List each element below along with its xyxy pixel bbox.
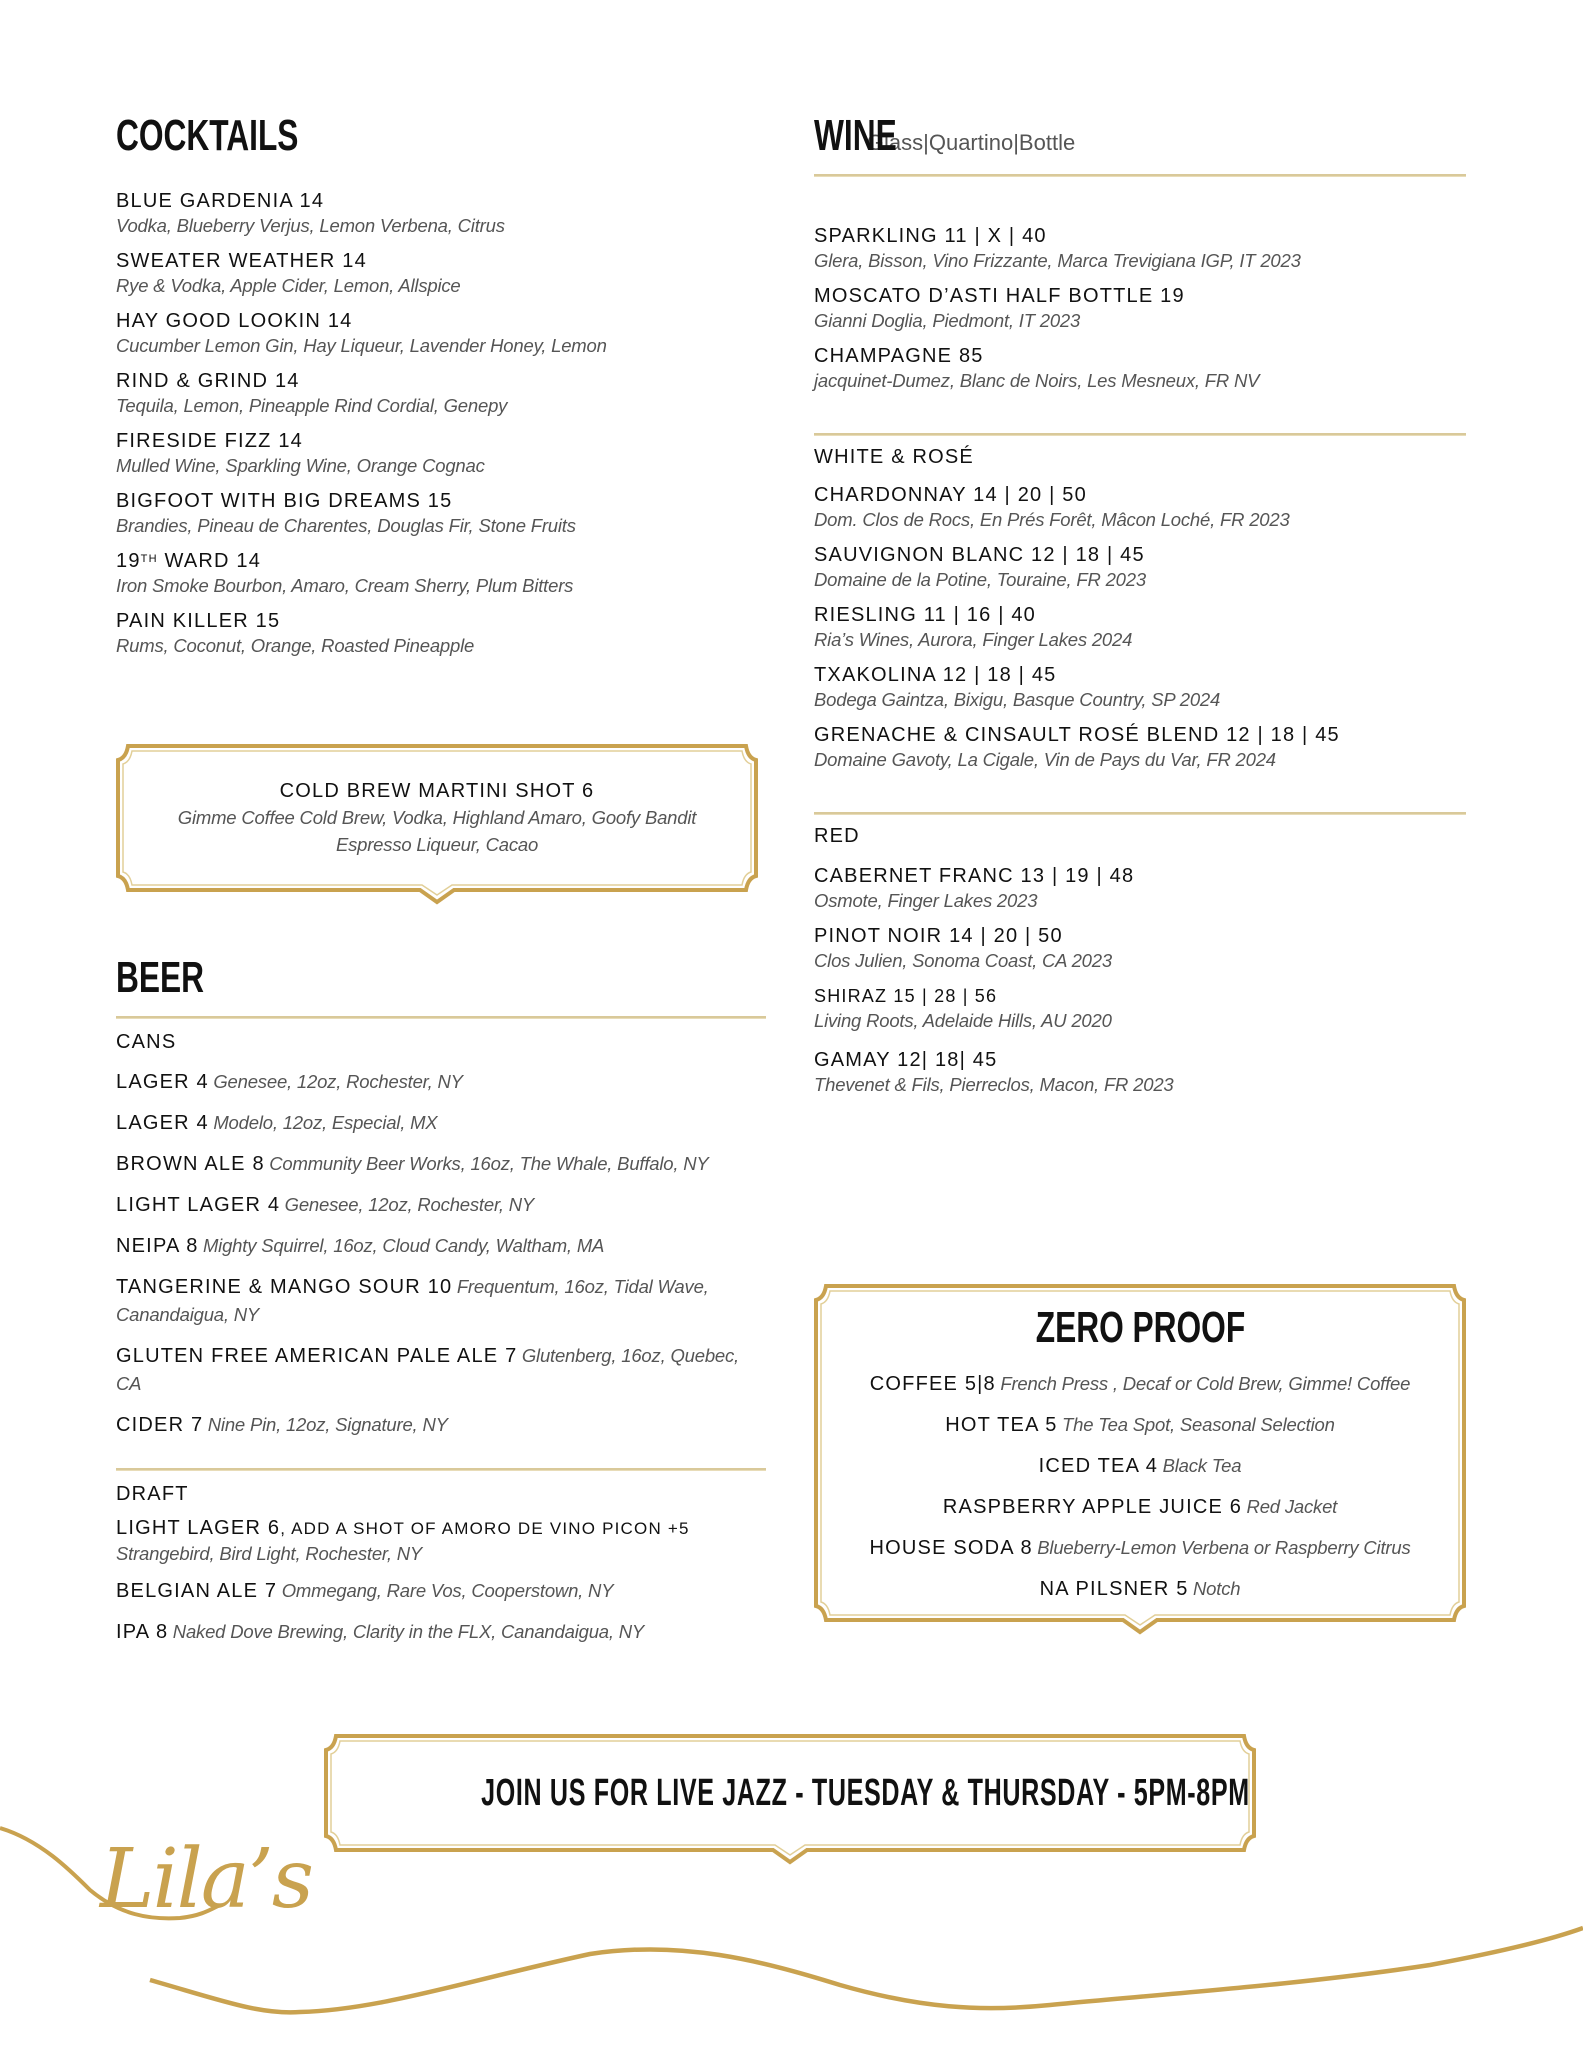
item-name: PAIN KILLER 15 (116, 610, 281, 632)
red-list (814, 863, 1466, 1097)
item-desc: Cucumber Lemon Gin, Hay Liqueur, Lavender Honey, Lemon (116, 335, 607, 356)
zero-proof-item (812, 1569, 1468, 1610)
divider (814, 174, 1466, 177)
wine-item (814, 542, 1466, 592)
wine-item (814, 863, 1466, 913)
divider (814, 433, 1466, 436)
item-name: NA PILSNER 5 (1039, 1578, 1189, 1600)
item-name: SHIRAZ 15 | 28 | 56 (814, 986, 998, 1006)
item-name: ICED TEA 4 (1038, 1455, 1159, 1477)
item-desc: Mighty Squirrel, 16oz, Cloud Candy, Waltham, MA (202, 1235, 605, 1256)
item-name: BELGIAN ALE 7 (116, 1580, 278, 1602)
cocktail-item (116, 428, 766, 478)
item-name: RIND & GRIND 14 (116, 370, 300, 392)
item-name: IPA 8 (116, 1621, 169, 1643)
zero-proof-item (812, 1364, 1468, 1405)
wine-item (814, 662, 1466, 712)
feature-name: COLD BREW MARTINI SHOT 6 (279, 780, 595, 802)
item-addon: , ADD A SHOT OF AMORO DE VINO PICON +5 (280, 1519, 690, 1538)
zero-proof-title: ZERO PROOF (1035, 1303, 1245, 1352)
item-name: TANGERINE & MANGO SOUR 10 (116, 1276, 453, 1298)
item-name: CIDER 7 (116, 1414, 204, 1436)
zero-proof-list (812, 1364, 1468, 1610)
zero-proof-item (812, 1405, 1468, 1446)
item-desc: Rye & Vodka, Apple Cider, Lemon, Allspice (116, 275, 461, 296)
feature-desc-line1: Gimme Coffee Cold Brew, Vodka, Highland Amaro, Goofy Bandit (177, 807, 697, 828)
item-desc: Thevenet & Fils, Pierreclos, Macon, FR 2023 (814, 1074, 1174, 1095)
divider (814, 812, 1466, 815)
draft-list (116, 1515, 766, 1647)
item-desc: Strangebird, Bird Light, Rochester, NY (116, 1543, 423, 1564)
cocktail-item (116, 368, 766, 418)
item-name: BIGFOOT WITH BIG DREAMS 15 (116, 490, 453, 512)
wine-title: WINE (814, 111, 897, 160)
item-desc: Clos Julien, Sonoma Coast, CA 2023 (814, 950, 1112, 971)
item-desc: Tequila, Lemon, Pineapple Rind Cordial, Genepy (116, 395, 508, 416)
zero-proof-item (812, 1487, 1468, 1528)
cocktail-item (116, 248, 766, 298)
item-name: RIESLING 11 | 16 | 40 (814, 604, 1036, 626)
item-desc: Domaine de la Potine, Touraine, FR 2023 (814, 569, 1146, 590)
cocktails-list (116, 188, 766, 658)
item-desc: Vodka, Blueberry Verjus, Lemon Verbena, Citrus (116, 215, 505, 236)
beer-item (116, 1578, 766, 1606)
cocktails-title: COCKTAILS (116, 111, 299, 160)
item-desc: Mulled Wine, Sparkling Wine, Orange Cognac (116, 455, 485, 476)
divider (116, 1468, 766, 1471)
item-desc: Red Jacket (1246, 1496, 1338, 1517)
beer-item (116, 1151, 766, 1179)
wine-item (814, 223, 1466, 273)
feature-box (114, 740, 760, 910)
item-name: LAGER 4 (116, 1112, 209, 1134)
item-name-prefix: 19 (116, 550, 141, 572)
item-name-suffix: WARD 14 (157, 550, 262, 572)
item-name: TXAKOLINA 12 | 18 | 45 (814, 664, 1057, 686)
feature-desc-line2: Espresso Liqueur, Cacao (335, 834, 539, 855)
item-name: GRENACHE & CINSAULT ROSÉ BLEND 12 | 18 | 45 (814, 724, 1340, 746)
item-desc: Living Roots, Adelaide Hills, AU 2020 (814, 1010, 1112, 1031)
item-name: COFFEE 5|8 (869, 1373, 996, 1395)
wine-heading (814, 110, 1466, 162)
item-desc: Glutenberg, 16oz, Quebec, CA (116, 1345, 739, 1394)
cocktail-item (116, 188, 766, 238)
item-desc: Domaine Gavoty, La Cigale, Vin de Pays du Var, FR 2024 (814, 749, 1276, 770)
item-name: NEIPA 8 (116, 1235, 199, 1257)
divider (116, 1016, 766, 1019)
item-desc: Genesee, 12oz, Rochester, NY (213, 1071, 463, 1092)
beer-item (116, 1343, 756, 1399)
wine-item (814, 983, 1466, 1033)
beer-item (116, 1110, 766, 1138)
item-name-main: LIGHT LAGER 6 (116, 1517, 281, 1539)
zero-proof-item (812, 1446, 1468, 1487)
beer-item (116, 1515, 766, 1566)
zero-proof-item (812, 1528, 1468, 1569)
wine-subtitle: Glass|Quartino|Bottle (866, 130, 1076, 155)
item-name: MOSCATO D’ASTI HALF BOTTLE 19 (814, 285, 1185, 307)
wine-item (814, 923, 1466, 973)
item-name: BROWN ALE 8 (116, 1153, 265, 1175)
item-name: SWEATER WEATHER 14 (116, 250, 367, 272)
cocktail-item (116, 308, 766, 358)
item-desc: Ria’s Wines, Aurora, Finger Lakes 2024 (814, 629, 1133, 650)
beer-item (116, 1619, 766, 1647)
cocktail-item (116, 548, 766, 598)
item-name: LIGHT LAGER 4 (116, 1194, 281, 1216)
item-desc: French Press , Decaf or Cold Brew, Gimme! Coffee (1000, 1373, 1411, 1394)
cocktail-item (116, 608, 766, 658)
wine-section (814, 110, 1466, 1107)
item-name: LAGER 4 (116, 1071, 209, 1093)
item-desc: Brandies, Pineau de Charentes, Douglas Fir, Stone Fruits (116, 515, 576, 536)
zero-proof-box (812, 1280, 1468, 1650)
beer-title: BEER (116, 953, 205, 1002)
item-name-superscript: TH (140, 553, 158, 565)
item-name: PINOT NOIR 14 | 20 | 50 (814, 925, 1063, 947)
item-desc: Rums, Coconut, Orange, Roasted Pineapple (116, 635, 475, 656)
item-name: HOUSE SODA 8 (869, 1537, 1033, 1559)
item-name (116, 1515, 766, 1542)
item-desc: Glera, Bisson, Vino Frizzante, Marca Trevigiana IGP, IT 2023 (814, 250, 1301, 271)
item-desc: Dom. Clos de Rocs, En Prés Forêt, Mâcon Loché, FR 2023 (814, 509, 1290, 530)
item-name: HOT TEA 5 (945, 1414, 1058, 1436)
item-name: RASPBERRY APPLE JUICE 6 (942, 1496, 1243, 1518)
beer-item (116, 1069, 766, 1097)
cans-label: CANS (116, 1031, 177, 1053)
item-name: GAMAY 12| 18| 45 (814, 1049, 998, 1071)
item-name: SPARKLING 11 | X | 40 (814, 225, 1047, 247)
beer-item (116, 1233, 766, 1261)
item-desc: Notch (1193, 1578, 1241, 1599)
beer-section (116, 952, 766, 1660)
item-desc: Bodega Gaintza, Bixigu, Basque Country, SP 2024 (814, 689, 1221, 710)
item-name: CHARDONNAY 14 | 20 | 50 (814, 484, 1087, 506)
wine-item (814, 283, 1466, 333)
beer-item (116, 1274, 756, 1330)
wine-item (814, 602, 1466, 652)
wine-item (814, 343, 1466, 393)
white-rose-label: WHITE & ROSÉ (814, 446, 974, 468)
wine-item (814, 482, 1466, 532)
wine-item (814, 1047, 1466, 1097)
cocktail-item (116, 488, 766, 538)
draft-label: DRAFT (116, 1483, 189, 1505)
wine-item (814, 722, 1466, 772)
item-desc: Osmote, Finger Lakes 2023 (814, 890, 1038, 911)
item-name (116, 548, 766, 574)
item-desc: jacquinet-Dumez, Blanc de Noirs, Les Mesneux, FR NV (814, 370, 1260, 391)
logo-text: Lila’s (100, 1832, 312, 1927)
item-desc: The Tea Spot, Seasonal Selection (1062, 1414, 1335, 1435)
lilas-logo (100, 1830, 312, 1930)
item-desc: Naked Dove Brewing, Clarity in the FLX, Canandaigua, NY (172, 1621, 645, 1642)
item-desc: Modelo, 12oz, Especial, MX (213, 1112, 438, 1133)
beer-item (116, 1192, 766, 1220)
item-desc: Genesee, 12oz, Rochester, NY (284, 1194, 535, 1215)
item-name: SAUVIGNON BLANC 12 | 18 | 45 (814, 544, 1145, 566)
item-name: GLUTEN FREE AMERICAN PALE ALE 7 (116, 1345, 518, 1367)
item-desc: Black Tea (1162, 1455, 1242, 1476)
item-name: CABERNET FRANC 13 | 19 | 48 (814, 865, 1135, 887)
red-label: RED (814, 825, 860, 847)
item-desc: Nine Pin, 12oz, Signature, NY (207, 1414, 448, 1435)
item-desc: Blueberry-Lemon Verbena or Raspberry Citrus (1037, 1537, 1411, 1558)
sparkling-list (814, 223, 1466, 393)
item-name: FIRESIDE FIZZ 14 (116, 430, 304, 452)
item-desc: Frequentum, 16oz, Tidal Wave, Canandaigua, NY (116, 1276, 709, 1325)
item-name: HAY GOOD LOOKIN 14 (116, 310, 353, 332)
item-desc: Iron Smoke Bourbon, Amaro, Cream Sherry, Plum Bitters (116, 575, 574, 596)
item-name: CHAMPAGNE 85 (814, 345, 984, 367)
banner-text: JOIN US FOR LIVE JAZZ - TUESDAY & THURSDAY - 5PM-8PM (481, 1772, 1250, 1814)
cans-list (116, 1069, 766, 1440)
item-desc: Community Beer Works, 16oz, The Whale, Buffalo, NY (269, 1153, 709, 1174)
item-desc: Ommegang, Rare Vos, Cooperstown, NY (281, 1580, 614, 1601)
left-column (116, 110, 766, 668)
item-name: BLUE GARDENIA 14 (116, 190, 325, 212)
beer-item (116, 1412, 766, 1440)
item-desc: Gianni Doglia, Piedmont, IT 2023 (814, 310, 1081, 331)
white-list (814, 482, 1466, 772)
